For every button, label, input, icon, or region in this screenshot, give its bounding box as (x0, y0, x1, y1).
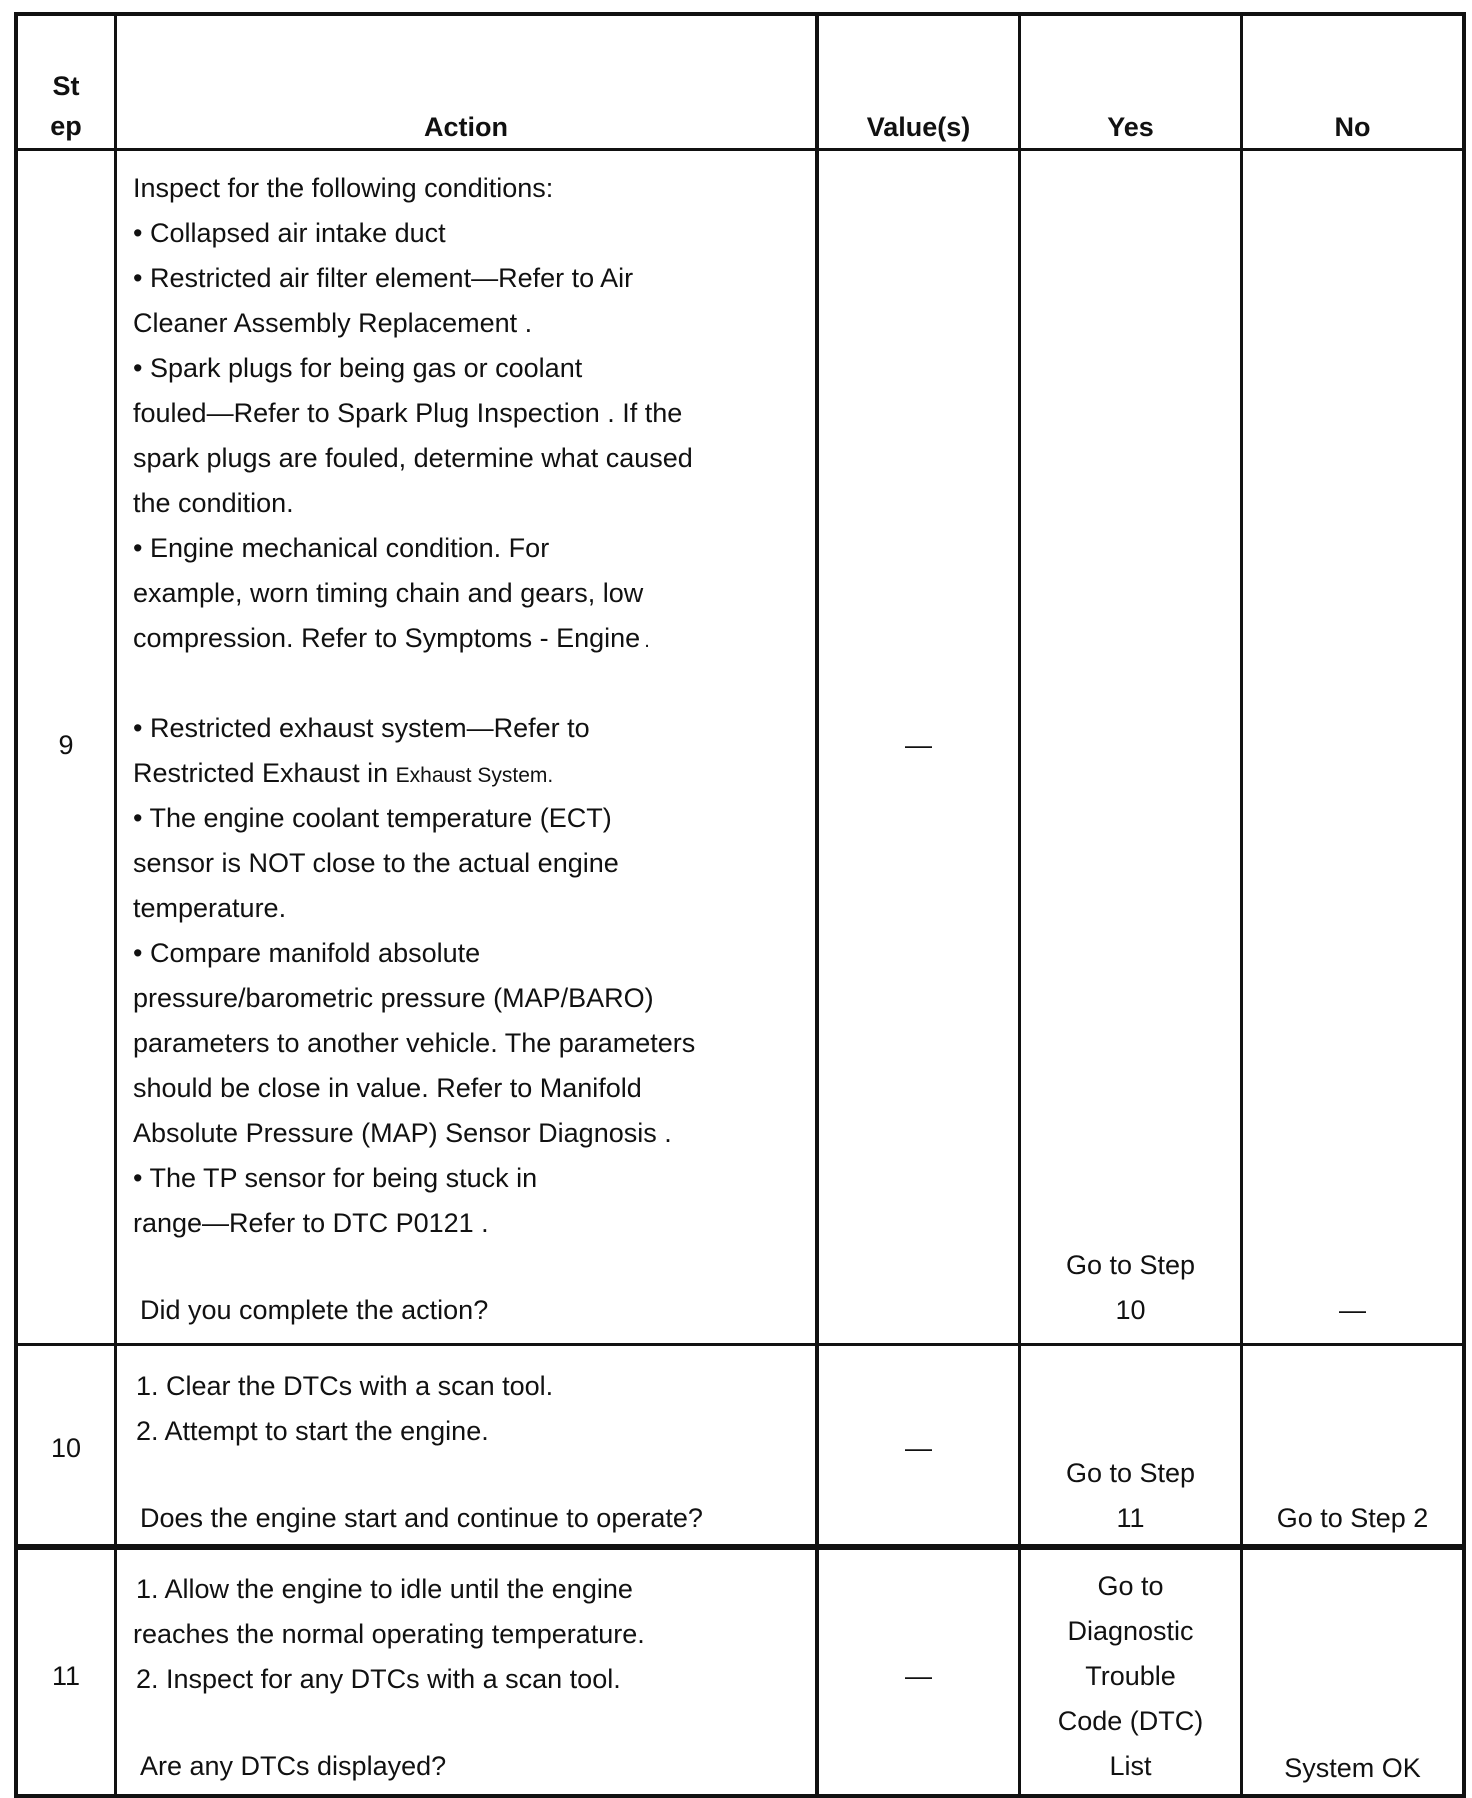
action-question: Did you complete the action? (140, 1295, 489, 1325)
header-step-line2: ep (50, 111, 82, 141)
row-divider (14, 1343, 1466, 1346)
action-line-text: Restricted Exhaust in (133, 758, 389, 788)
action-question: Are any DTCs displayed? (140, 1751, 447, 1781)
action-line: reaches the normal operating temperature. (133, 1619, 645, 1649)
action-line: 2. Inspect for any DTCs with a scan tool. (136, 1664, 621, 1694)
action-line: Cleaner Assembly Replacement . (133, 308, 533, 338)
yes-line: 10 (1115, 1295, 1146, 1325)
action-line: should be close in value. Refer to Manifold (133, 1073, 642, 1103)
header-yes: Yes (1107, 112, 1154, 142)
yes-line: Code (DTC) (1057, 1706, 1204, 1736)
action-line: fouled—Refer to Spark Plug Inspection . If the (133, 398, 683, 428)
column-divider (815, 12, 819, 1798)
header-values: Value(s) (866, 112, 971, 142)
step-number: 9 (58, 730, 74, 760)
action-line: 1. Clear the DTCs with a scan tool. (136, 1371, 554, 1401)
action-question: Does the engine start and continue to operate? (140, 1503, 703, 1533)
action-line (133, 616, 650, 664)
action-line (133, 751, 553, 798)
yes-line: Trouble (1085, 1661, 1176, 1691)
header-step (18, 66, 114, 146)
action-line: • Spark plugs for being gas or coolant (133, 353, 583, 383)
header-no: No (1334, 112, 1371, 142)
action-line: example, worn timing chain and gears, low (133, 578, 644, 608)
value-cell: — (905, 1433, 932, 1463)
yes-line: Diagnostic (1067, 1616, 1194, 1646)
row-divider (14, 1544, 1466, 1550)
no-cell: — (1339, 1295, 1366, 1325)
yes-line: Go to Step (1065, 1250, 1196, 1280)
yes-line: Go to (1097, 1571, 1164, 1601)
table-border-top (14, 12, 1466, 16)
value-cell: — (905, 1661, 932, 1691)
action-line-reference: Exhaust System. (395, 764, 554, 787)
action-line: sensor is NOT close to the actual engine (133, 848, 619, 878)
yes-cell (1021, 1451, 1240, 1541)
yes-line: Go to Step (1065, 1458, 1196, 1488)
action-line: temperature. (133, 893, 287, 923)
no-cell: Go to Step 2 (1276, 1503, 1429, 1533)
action-line: • Restricted air filter element—Refer to Air (133, 263, 634, 293)
header-step-line1: St (52, 71, 80, 101)
action-line: the condition. (133, 488, 294, 518)
action-line: spark plugs are fouled, determine what caused (133, 443, 693, 473)
column-divider (114, 12, 117, 1798)
action-line: 2. Attempt to start the engine. (136, 1416, 489, 1446)
action-line: • Engine mechanical condition. For (133, 533, 550, 563)
action-line: • The TP sensor for being stuck in (133, 1163, 538, 1193)
action-line: Absolute Pressure (MAP) Sensor Diagnosis . (133, 1118, 672, 1148)
value-cell: — (905, 730, 932, 760)
table-border-right (1462, 12, 1466, 1798)
action-line-period: . (644, 630, 650, 652)
table-border-left (14, 12, 18, 1798)
action-line: pressure/barometric pressure (MAP/BARO) (133, 983, 654, 1013)
yes-line: 11 (1116, 1503, 1145, 1533)
step-number: 11 (51, 1661, 81, 1691)
table-border-bottom (14, 1794, 1466, 1798)
step-number: 10 (50, 1433, 82, 1463)
action-line: range—Refer to DTC P0121 . (133, 1208, 489, 1238)
action-line: • Restricted exhaust system—Refer to (133, 713, 590, 743)
header-action: Action (424, 112, 508, 142)
action-line: • Collapsed air intake duct (133, 218, 446, 248)
yes-line: List (1109, 1751, 1152, 1781)
yes-cell (1021, 1243, 1240, 1333)
action-line: parameters to another vehicle. The parameters (133, 1028, 696, 1058)
action-line-text: compression. Refer to Symptoms - Engine (133, 623, 641, 653)
action-line: • The engine coolant temperature (ECT) (133, 803, 612, 833)
yes-cell (1021, 1564, 1240, 1789)
no-cell: System OK (1284, 1753, 1421, 1783)
action-line: 1. Allow the engine to idle until the engine (136, 1574, 633, 1604)
action-line: Inspect for the following conditions: (133, 173, 554, 203)
action-line: • Compare manifold absolute (133, 938, 481, 968)
